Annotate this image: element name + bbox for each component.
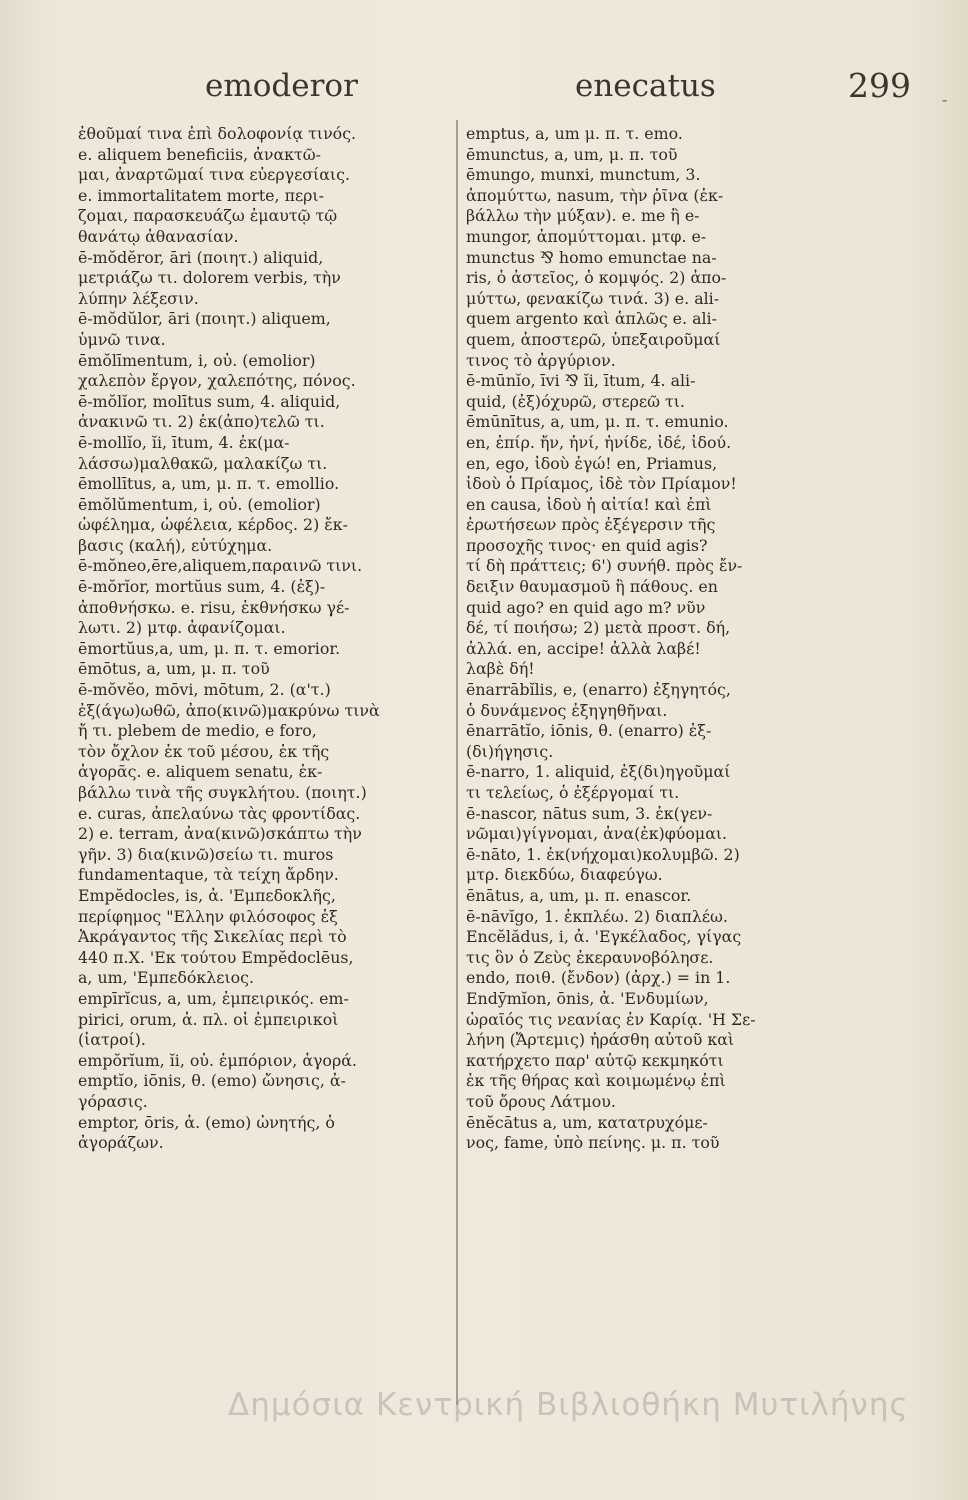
entry-line: en, ego, ἰδοὺ ἐγώ! en, Priamus, — [466, 453, 718, 473]
entry-line: ἀπομύττω, nasum, τὴν ῥῖνα (ἐκ- — [466, 185, 724, 205]
entry-line: ēnĕcātus a, um, κατατρυχόμε- — [466, 1112, 708, 1132]
entry-line: en causa, ἰδοὺ ἡ αἰτία! καὶ ἐπὶ — [466, 494, 712, 514]
entry-line: ēmūnītus, a, um, μ. π. τ. emunio. — [466, 412, 729, 432]
entry-line: Ἀκράγαντος τῆς Σικελίας περὶ τὸ — [78, 927, 347, 947]
entry-line: munctus ⅋ homo emunctae na- — [466, 247, 717, 267]
entry-line: θανάτῳ ἀθανασίαν. — [78, 226, 239, 246]
entry-line: δέ, τί ποιήσω; 2) μετὰ προστ. δή, — [466, 618, 731, 638]
entry-line: μετριάζω τι. dolorem verbis, τὴν — [78, 268, 341, 288]
entry-line: ēmollītus, a, um, μ. π. τ. emollio. — [78, 474, 340, 494]
entry-line: quem, ἀποστερῶ, ὑπεξαιροῦμαί — [466, 329, 721, 349]
entry-line: ēmunctus, a, um, μ. π. τοῦ — [466, 144, 678, 164]
entry-line: τι τελείως, ὁ ἐξέργομαί τι. — [466, 783, 680, 802]
entry-line: τινος τὸ ἀργύριον. — [466, 350, 616, 370]
entry-line: emptor, ōris, ἀ. (emo) ὠνητής, ὁ — [78, 1112, 335, 1132]
column-divider — [456, 120, 458, 1405]
page-header — [0, 62, 968, 112]
entry-line: e. curas, ἀπελαύνω τὰς φροντίδας. — [78, 803, 361, 823]
entry-line: ē-nāvĭgo, 1. ἐκπλέω. 2) διαπλέω. — [466, 906, 728, 926]
entry-line: ris, ὁ ἀστεῖος, ὁ κομψός. 2) ἀπο- — [466, 268, 727, 288]
entry-line: Encĕlădus, i, ἀ. 'Εγκέλαδος, γίγας — [466, 927, 742, 947]
entry-line: τοῦ ὄρους Λάτμου. — [466, 1091, 616, 1111]
left-running-headword: emoderor — [205, 68, 358, 104]
entry-line: fundamentaque, τὰ τείχη ἄρδην. — [78, 865, 339, 885]
entry-line: e. aliquem beneficiis, ἀνακτῶ- — [78, 144, 321, 164]
entry-line: ē-mŏlĭor, molītus sum, 4. aliquid, — [78, 391, 341, 411]
entry-line: (δι)ήγησις. — [466, 741, 554, 761]
entry-line: ēmŏlŭmentum, i, οὐ. (emolior) — [78, 494, 321, 514]
entry-line: ēnarrātĭo, iōnis, θ. (enarro) ἐξ- — [466, 721, 712, 741]
entry-line: ἀλλά. en, accipe! ἀλλὰ λαβέ! — [466, 638, 701, 658]
entry-line: mungor, ἀπομύττομαι. μτφ. e- — [466, 226, 707, 246]
entry-line: λωτι. 2) μτφ. ἀφανίζομαι. — [78, 618, 286, 638]
entry-line: ēnātus, a, um, μ. π. enascor. — [466, 885, 692, 905]
entry-line: χαλεπὸν ἔργον, χαλεπότης, πόνος. — [78, 371, 356, 391]
edge-mark: - — [942, 90, 948, 109]
entry-line: ē-mŏrĭor, mortŭus sum, 4. (ἐξ)- — [78, 577, 326, 597]
right-column — [466, 124, 858, 1154]
entry-line: νῶμαι)γίγνομαι, ἀνα(ἐκ)φύομαι. — [466, 824, 728, 844]
entry-line: (ἰατροί). — [78, 1030, 146, 1050]
entry-line: ē-nāto, 1. ἐκ(νήχομαι)κολυμβῶ. 2) — [466, 844, 740, 864]
entry-line: δειξιν θαυμασμοῦ ἢ πάθους. en — [466, 577, 718, 597]
entry-line: ē-mūnĭo, īvi ⅋ ĭi, ītum, 4. ali- — [466, 371, 696, 391]
library-watermark: Δημόσια Κεντρική Βιβλιοθήκη Μυτιλήνης — [228, 1387, 909, 1423]
entry-line: 2) e. terram, ἀνα(κινῶ)σκάπτω τὴν — [78, 824, 362, 844]
entry-line: e. immortalitatem morte, περι- — [78, 185, 324, 205]
entry-line: emptĭo, iōnis, θ. (emo) ὤνησις, ἀ- — [78, 1071, 346, 1091]
entry-line: ē-narro, 1. aliquid, ἐξ(δι)ηγοῦμαί — [466, 762, 731, 782]
entry-line: ē-mollĭo, ĭi, ītum, 4. ἐκ(μα- — [78, 432, 290, 452]
entry-line: ἀγοράζων. — [78, 1133, 164, 1153]
entry-line: empŏrĭum, ĭi, οὐ. ἐμπόριον, ἀγορά. — [78, 1050, 357, 1070]
entry-line: pirici, orum, ἀ. πλ. οἱ ἐμπειρικοὶ — [78, 1009, 339, 1029]
page-number: 299 — [848, 66, 911, 105]
entry-line: ὁ δυνάμενος ἐξηγηθῆναι. — [466, 700, 668, 720]
entry-line: λήνη (Ἄρτεμις) ἠράσθη αὐτοῦ καὶ — [466, 1030, 735, 1050]
entry-line: ἀποθνήσκω. e. risu, ἐκθνήσκω γέ- — [78, 597, 350, 617]
left-column — [78, 124, 450, 1154]
entry-line: βασις (καλή), εὐτύχημα. — [78, 535, 273, 555]
entry-line: ēmōtus, a, um, μ. π. τοῦ — [78, 659, 270, 679]
entry-line: empīrĭcus, a, um, ἐμπειρικός. em- — [78, 988, 349, 1008]
entry-line: ὠφέλημα, ὠφέλεια, κέρδος. 2) ἔκ- — [78, 515, 348, 535]
entry-line: τί δὴ πράττεις; 6') συνήθ. πρὸς ἔν- — [466, 556, 743, 576]
entry-line: ē-nascor, nātus sum, 3. ἐκ(γεν- — [466, 803, 713, 823]
entry-line: ēnarrābĭlis, e, (enarro) ἐξηγητός, — [466, 680, 731, 700]
entry-line: ἐκ τῆς θήρας καὶ κοιμωμένῳ ἐπὶ — [466, 1071, 726, 1091]
entry-line: γῆν. 3) δια(κινῶ)σείω τι. muros — [78, 844, 334, 864]
entry-line: προσοχῆς τινος· en quid agis? — [466, 535, 708, 555]
entry-line: ēmŏlīmentum, i, οὐ. (emolior) — [78, 350, 316, 370]
entry-line: Empĕdocles, is, ἀ. 'Εμπεδοκλῆς, — [78, 885, 336, 905]
entry-line: a, um, 'Εμπεδόκλειος. — [78, 968, 255, 988]
entry-line: νος, fame, ὑπὸ πείνης. μ. π. τοῦ — [466, 1133, 720, 1153]
entry-line: ἤ τι. plebem de medio, e foro, — [78, 721, 317, 741]
entry-line: βάλλω τινὰ τῆς συγκλήτου. (ποιητ.) — [78, 783, 367, 802]
entry-line: τις ὃν ὁ Ζεὺς ἐκεραυνοβόλησε. — [466, 947, 714, 967]
entry-line: τὸν ὄχλον ἐκ τοῦ μέσου, ἐκ τῆς — [78, 741, 330, 761]
entry-line: λύπην λέξεσιν. — [78, 288, 199, 308]
entry-line: quem argento καὶ ἁπλῶς e. ali- — [466, 309, 717, 329]
entry-line: μύττω, φενακίζω τινά. 3) e. ali- — [466, 288, 720, 308]
entry-line: ἐξ(άγω)ωθῶ, ἀπο(κινῶ)μακρύνω τινὰ — [78, 700, 380, 720]
entry-line: ἐρωτήσεων πρὸς ἐξέγερσιν τῆς — [466, 515, 716, 535]
entry-line: γόρασις. — [78, 1091, 148, 1111]
entry-line: ζομαι, παρασκευάζω ἐμαυτῷ τῷ — [78, 206, 338, 226]
entry-line: quid ago? en quid ago m? νῦν — [466, 597, 706, 617]
entry-line: ὡραῖός τις νεανίας ἐν Καρίᾳ. 'Η Σε- — [466, 1009, 756, 1029]
entry-line: ē-mŏdĕror, āri (ποιητ.) aliquid, — [78, 247, 324, 267]
entry-line: ē-mŏdŭlor, āri (ποιητ.) aliquem, — [78, 309, 331, 329]
entry-line: emptus, a, um μ. π. τ. emo. — [466, 124, 683, 143]
entry-line: μτρ. διεκδύω, διαφεύγω. — [466, 865, 663, 885]
entry-line: μαι, ἀναρτῶμαί τινα εὐεργεσίαις. — [78, 165, 350, 185]
entry-line: ēmortŭus,a, um, μ. π. τ. emorior. — [78, 638, 341, 658]
entry-line: ἀγορᾶς. e. aliquem senatu, ἐκ- — [78, 762, 323, 782]
entry-line: ē-mŏvĕo, mōvi, mōtum, 2. (α'τ.) — [78, 680, 331, 700]
entry-line: ὑμνῶ τινα. — [78, 329, 166, 349]
entry-line: ēmungo, munxi, munctum, 3. — [466, 165, 701, 185]
entry-line: ἀνακινῶ τι. 2) ἐκ(ἀπο)τελῶ τι. — [78, 412, 325, 432]
entry-line: ἐθοῦμαί τινα ἐπὶ δολοφονίᾳ τινός. — [78, 124, 357, 143]
entry-line: ἰδοὺ ὁ Πρίαμος, ἰδὲ τὸν Πρίαμον! — [466, 474, 737, 494]
entry-line: en, ἐπίρ. ἤν, ἠνί, ἠνίδε, ἰδέ, ἰδού. — [466, 432, 732, 452]
entry-line: λαβὲ δή! — [466, 659, 535, 679]
entry-line: Endȳmĭon, ōnis, ἀ. 'Ενδυμίων, — [466, 988, 709, 1008]
entry-line: κατήρχετο παρ' αὐτῷ κεκμηκότι — [466, 1050, 724, 1070]
entry-line: 440 π.Χ. 'Εκ τούτου Empĕdoclēus, — [78, 947, 354, 967]
entry-line: endo, ποιθ. (ἔνδον) (ἀρχ.) = in 1. — [466, 968, 731, 988]
entry-line: quid, (ἐξ)όχυρῶ, στερεῶ τι. — [466, 391, 685, 411]
entry-line: βάλλω τὴν μύξαν). e. me ἢ e- — [466, 206, 700, 226]
entry-line: ē-mŏneo,ēre,aliquem,παραινῶ τινι. — [78, 556, 363, 576]
entry-line: περίφημος "Ελλην φιλόσοφος ἐξ — [78, 906, 338, 926]
entry-line: λάσσω)μαλθακῶ, μαλακίζω τι. — [78, 453, 328, 473]
right-running-headword: enecatus — [575, 68, 716, 104]
